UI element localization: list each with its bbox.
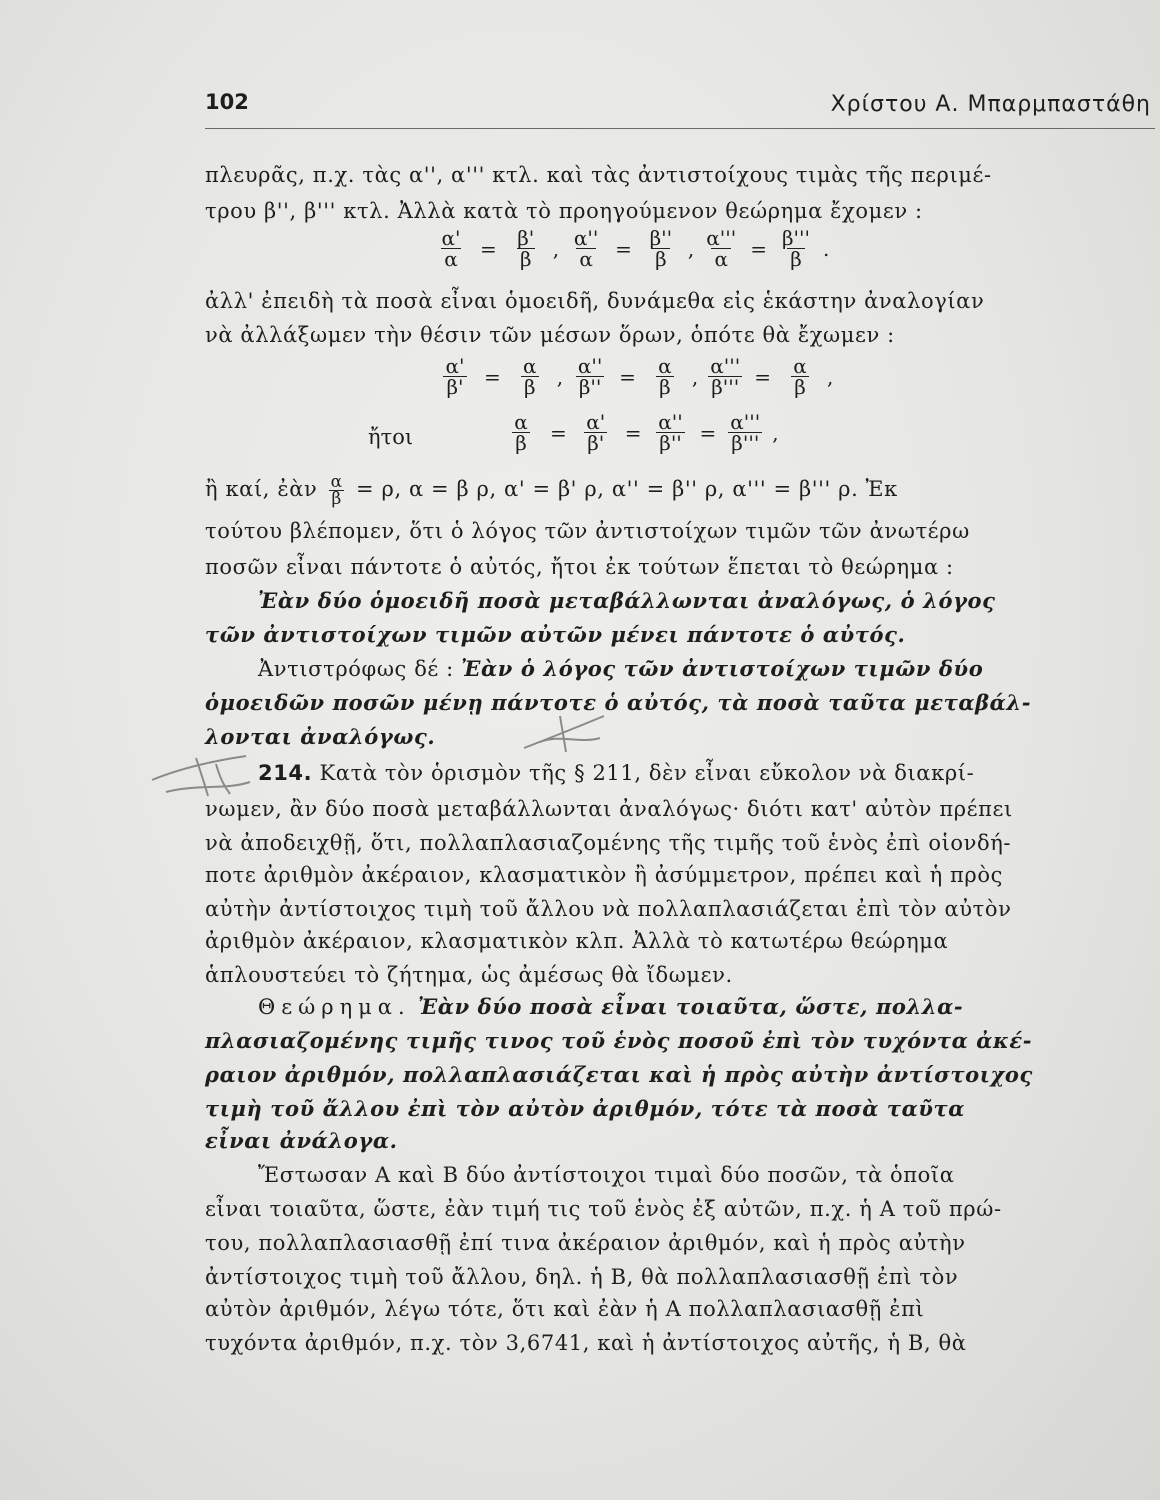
text-line: τυχόντα ἀριθμόν, π.χ. τὸν 3,6741, καὶ ἡ ἀντίστοιχος αὐτῆς, ἡ Β, θὰ (205, 1331, 967, 1355)
text-line: αὐτὸν ἀριθμόν, λέγω τότε, ὅτι καὶ ἐὰν ἡ Α πολλαπλασιασθῇ ἐπὶ (205, 1297, 925, 1321)
text-line: νωμεν, ἂν δύο ποσὰ μεταβάλλωνται ἀναλόγως· διότι κατ' αὐτὸν πρέπει (205, 797, 1013, 821)
text-line: εἶναι τοιαῦτα, ὥστε, ἐὰν τιμή τις τοῦ ἑνὸς ἐξ αὐτῶν, π.χ. ἡ Α τοῦ πρώ- (205, 1197, 1002, 1221)
text-line: ἀλλ' ἐπειδὴ τὰ ποσὰ εἶναι ὁμοειδῆ, δυνάμεθα εἰς ἑκάστην ἀναλογίαν (205, 289, 985, 313)
text-line: πλευρᾶς, π.χ. τὰς α'', α''' κτλ. καὶ τὰς ἀντιστοίχους τιμὰς τῆς περιμέ- (205, 163, 992, 187)
theorem-line: λονται ἀναλόγως. (205, 724, 436, 749)
fraction: $\frac{\alpha'}{\beta'}$ (436, 356, 474, 397)
inline-fraction: $\frac{\alpha}{\beta}$ (330, 472, 343, 509)
fraction: $\frac{\alpha}{\beta}$ (646, 356, 684, 397)
fraction: $\frac{\beta'}{\beta}$ (517, 226, 535, 271)
pencil-mark-icon (146, 752, 256, 800)
text-line: ἁπλουστεύει τὸ ζήτημα, ὡς ἀμέσως θὰ ἴδωμεν. (205, 963, 733, 987)
fraction: $\frac{\alpha'}{\beta'}$ (577, 412, 615, 453)
text-line: αὐτὴν ἀντίστοιχος τιμὴ τοῦ ἄλλου νὰ πολλαπλασιάζεται ἐπὶ τὸν αὐτὸν (205, 897, 1012, 921)
text-line: ποσῶν εἶναι πάντοτε ὁ αὐτός, ἤτοι ἐκ τούτων ἕπεται τὸ θεώρημα : (205, 555, 954, 579)
fraction: $\frac{\alpha'''}{\beta'''}$ (706, 356, 744, 397)
formula-row-2: $\frac{\alpha'}{\beta'}$ = $\frac{\alpha}{\beta}$ , $\frac{\alpha''}{\beta''}$ = $\frac{\alpha}{\beta}$ , $\frac{\alpha'''}{\beta'''}$ = $\frac{\alpha}{\beta}$ , (436, 356, 841, 397)
fraction: $\frac{\alpha}{\beta}$ (511, 356, 549, 397)
page-number: 102 (205, 90, 249, 114)
fraction: $\frac{\alpha'''}{\beta'''}$ (726, 412, 764, 453)
theorem-heading-line: Θεώρημα. Ἐὰν δύο ποσὰ εἶναι τοιαῦτα, ὥστε, πολλα- (258, 994, 964, 1019)
pencil-mark-icon (520, 708, 610, 756)
theorem-line: εἶναι ἀνάλογα. (205, 1128, 398, 1153)
fraction: $\frac{\alpha}{\beta}$ (781, 356, 819, 397)
text-line: του, πολλαπλασιασθῇ ἐπί τινα ἀκέραιον ἀριθμόν, καὶ ἡ πρὸς αὐτὴν (205, 1231, 966, 1255)
theorem-line: πλασιαζομένης τιμῆς τινος τοῦ ἑνὸς ποσοῦ ἐπὶ τὸν τυχόντα ἀκέ- (205, 1028, 1033, 1053)
text-line: τρου β'', β''' κτλ. Ἀλλὰ κατὰ τὸ προηγούμενον θεώρημα ἔχομεν : (205, 199, 923, 223)
theorem-line: Ἐὰν δύο ὁμοειδῆ ποσὰ μεταβάλλωνται ἀναλόγως, ὁ λόγος (258, 588, 996, 613)
text-line: νὰ ἀποδειχθῇ, ὅτι, πολλαπλασιαζομένης τῆς τιμῆς τοῦ ἑνὸς ἐπὶ οἱονδή- (205, 831, 1012, 855)
fraction: $\frac{\alpha''}{\alpha}$ (573, 226, 599, 271)
text-line: ἀριθμὸν ἀκέραιον, κλασματικὸν κλπ. Ἀλλὰ τὸ κατωτέρω θεώρημα (205, 929, 949, 953)
theorem-line: τιμὴ τοῦ ἄλλου ἐπὶ τὸν αὐτὸν ἀριθμόν, τότε τὰ ποσὰ ταῦτα (205, 1096, 966, 1121)
fraction: $\frac{\alpha''}{\beta''}$ (652, 412, 690, 453)
section-number: 214. (258, 761, 313, 785)
text-line: Ἔστωσαν Α καὶ Β δύο ἀντίστοιχοι τιμαὶ δύο ποσῶν, τὰ ὁποῖα (258, 1163, 955, 1187)
etoi-label: ἤτοι (368, 425, 414, 449)
fraction: $\frac{\alpha'}{\alpha}$ (441, 226, 461, 271)
fraction: $\frac{\alpha''}{\beta''}$ (571, 356, 609, 397)
fraction: $\frac{\beta'''}{\beta}$ (781, 226, 811, 271)
theorem-line: τῶν ἀντιστοίχων τιμῶν αὐτῶν μένει πάντοτε ὁ αὐτός. (205, 622, 906, 647)
fraction: $\frac{\beta''}{\beta}$ (649, 226, 673, 271)
theorem-line: ὁμοειδῶν ποσῶν μένῃ πάντοτε ὁ αὐτός, τὰ ποσὰ ταῦτα μεταβάλ- (205, 690, 1032, 715)
text-line: ἢ καί, ἐὰν $\frac{\alpha}{\beta}$ = ρ, α = β ρ, α' = β' ρ, α'' = β'' ρ, α''' = β''' ρ. Ἐκ (205, 472, 898, 509)
text-line: Ἀντιστρόφως δέ : Ἐὰν ὁ λόγος τῶν ἀντιστοίχων τιμῶν δύο (258, 656, 984, 681)
fraction: $\frac{\alpha}{\beta}$ (502, 412, 540, 453)
running-title: Χρίστου Α. Μπαρμπαστάθη (830, 92, 1151, 117)
fraction: $\frac{\alpha'''}{\alpha}$ (706, 226, 737, 271)
formula-row-1: $\frac{\alpha'}{\alpha}$ = $\frac{\beta'}{\beta}$ , $\frac{\alpha''}{\alpha}$ = $\frac{\beta''}{\beta}$ , $\frac{\alpha'''}{\alpha}$ = $\frac{\beta'''}{\beta}$ . (432, 228, 837, 269)
text-line: ἀντίστοιχος τιμὴ τοῦ ἄλλου, δηλ. ἡ Β, θὰ πολλαπλασιασθῇ ἐπὶ τὸν (205, 1265, 959, 1289)
theorem-line: ραιον ἀριθμόν, πολλαπλασιάζεται καὶ ἡ πρὸς αὐτὴν ἀντίστοιχος (205, 1062, 1033, 1087)
theorem-label: Θεώρημα. (258, 995, 411, 1019)
section-214-line: 214. Κατὰ τὸν ὁρισμὸν τῆς § 211, δὲν εἶναι εὔκολον νὰ διακρί- (258, 761, 975, 785)
page-header (205, 88, 1155, 129)
text-line: ποτε ἀριθμὸν ἀκέραιον, κλασματικὸν ἢ ἀσύμμετρον, πρέπει καὶ ἡ πρὸς (205, 863, 1003, 887)
text-line: τούτου βλέπομεν, ὅτι ὁ λόγος τῶν ἀντιστοίχων τιμῶν τῶν ἀνωτέρω (205, 519, 970, 543)
formula-row-3: $\frac{\alpha}{\beta}$ = $\frac{\alpha'}{\beta'}$ = $\frac{\alpha''}{\beta''}$ = $\frac{\alpha'''}{\beta'''}$ , (502, 412, 787, 453)
text-line: νὰ ἀλλάξωμεν τὴν θέσιν τῶν μέσων ὅρων, ὁπότε θὰ ἔχωμεν : (205, 323, 895, 347)
